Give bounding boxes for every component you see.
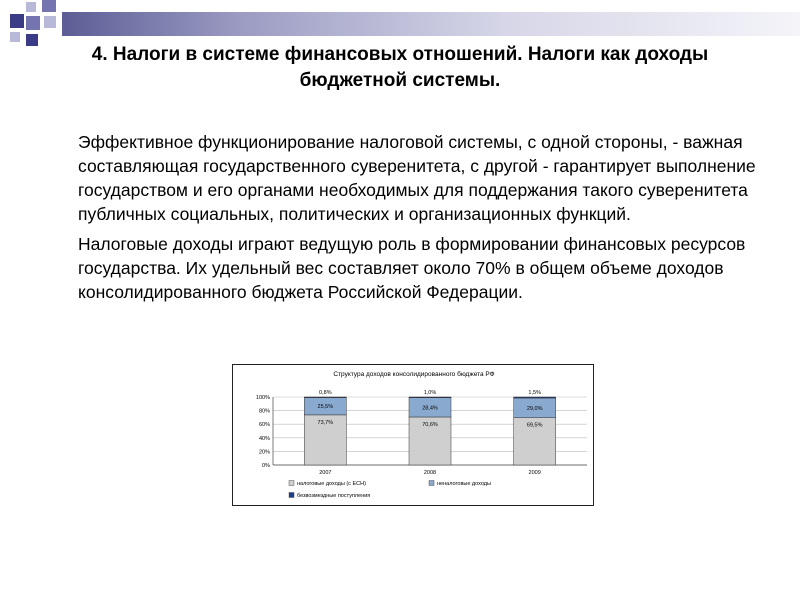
y-tick-label: 40% (258, 435, 270, 442)
deco-square-7 (26, 34, 38, 46)
y-tick-label: 80% (258, 408, 270, 415)
y-tick-label: 20% (258, 449, 270, 456)
chart-svg (233, 365, 595, 507)
deco-gradient-bar (62, 12, 800, 36)
data-label: 28,4% (422, 405, 438, 412)
legend-label: безвозмездные поступления (297, 493, 371, 499)
data-label: 73,7% (317, 419, 334, 426)
slide-title: 4. Налоги в системе финансовых отношений. Налоги как доходы бюджетной системы. (91, 44, 709, 91)
legend-swatch (289, 493, 294, 498)
slide-body (78, 130, 768, 310)
legend-swatch (429, 481, 434, 486)
revenue-structure-chart (232, 364, 594, 506)
paragraph-1: Эффективное функционирование налоговой системы, с одной стороны, - важная составляющая государственного суверенитета, с другой - гарантирует выполнение государством и его органами необходимых для поддержания такого суверенитета публичных социальных, политических и организационных функций. (78, 132, 756, 224)
x-tick-label: 2009 (528, 470, 541, 476)
y-tick-label: 60% (258, 422, 270, 429)
data-label: 0,8% (319, 390, 332, 396)
deco-square-5 (44, 16, 56, 28)
bar-segment (514, 397, 556, 398)
x-tick-label: 2007 (319, 470, 332, 476)
data-label: 1,0% (423, 390, 437, 396)
legend-label: налоговые доходы (с ЕСН) (297, 481, 366, 487)
paragraph-2: Налоговые доходы играют ведущую роль в формировании финансовых ресурсов государства. Их удельный вес составляет около 70% в общем объеме доходов консолидированного бюджета Российской Федерации. (78, 234, 746, 302)
data-label: 1,5% (528, 390, 541, 396)
y-tick-label: 100% (255, 395, 270, 401)
legend-label: неналоговые доходы (437, 481, 491, 487)
deco-square-6 (10, 32, 20, 42)
deco-square-2 (26, 2, 36, 12)
bar-segment (304, 397, 346, 398)
deco-square-3 (42, 0, 56, 12)
legend-swatch (289, 481, 294, 486)
deco-square-1 (10, 14, 24, 28)
data-label: 69,5% (526, 422, 543, 429)
x-tick-label: 2008 (423, 470, 437, 476)
bar-segment (409, 397, 451, 398)
chart-title: Структура доходов консолидированного бюджета РФ (333, 371, 495, 378)
deco-square-4 (26, 16, 40, 30)
data-label: 70,6% (422, 421, 438, 428)
data-label: 25,5% (317, 404, 334, 411)
y-tick-label: 0% (262, 463, 270, 469)
data-label: 29,0% (526, 405, 543, 412)
